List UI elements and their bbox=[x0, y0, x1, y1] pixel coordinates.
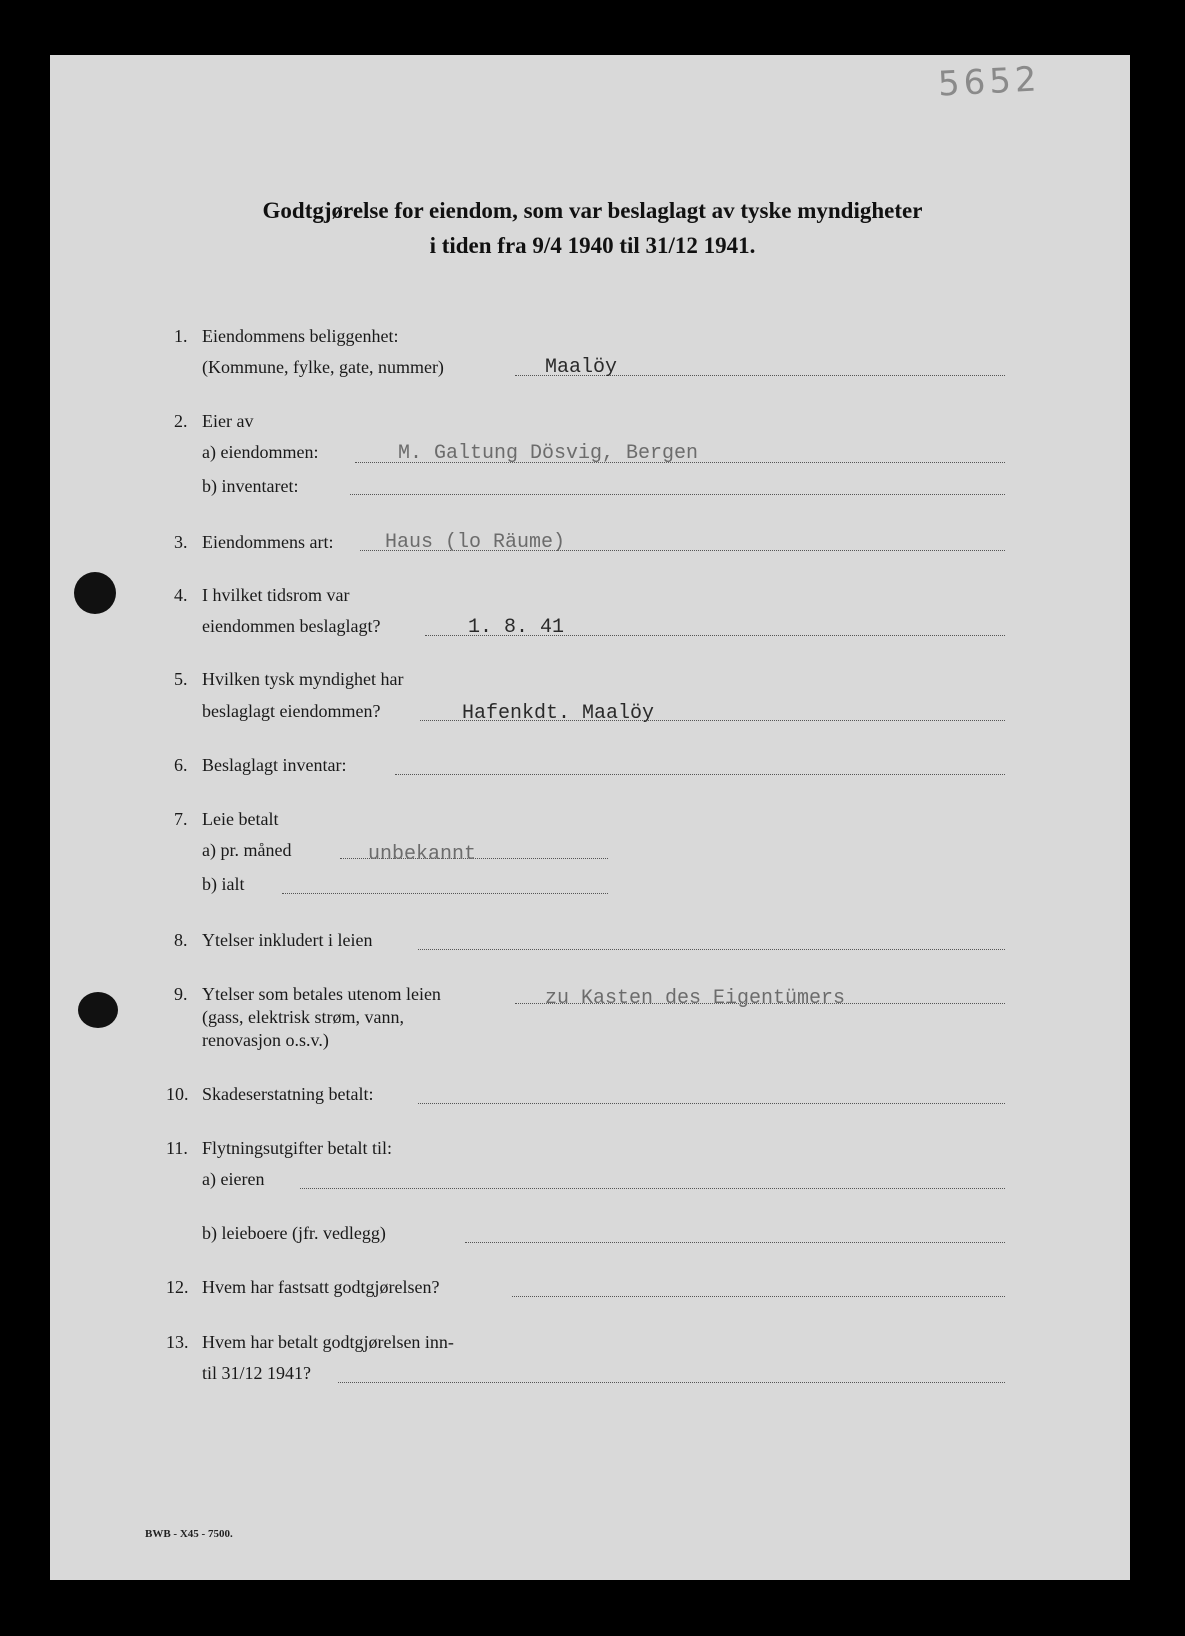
item-5-label: Hvilken tysk myndighet har bbox=[202, 669, 404, 689]
item-11-label: Flytningsutgifter betalt til: bbox=[202, 1138, 392, 1158]
item-4-answer: 1. 8. 41 bbox=[468, 616, 565, 639]
item-2b-label: b) inventaret: bbox=[202, 476, 299, 496]
item-2-number: 2. bbox=[174, 411, 188, 431]
item-1-number: 1. bbox=[174, 326, 188, 346]
item-5-sublabel: beslaglagt eiendommen? bbox=[202, 701, 381, 721]
item-2-label: Eier av bbox=[202, 411, 254, 431]
item-9-label: Ytelser som betales utenom leien bbox=[202, 984, 441, 1004]
item-12-answer-line bbox=[512, 1296, 1005, 1297]
item-3-answer: Haus (lo Räume) bbox=[385, 531, 566, 554]
item-6-number: 6. bbox=[174, 755, 188, 775]
item-10-number: 10. bbox=[166, 1084, 189, 1104]
item-11a-answer-line bbox=[300, 1188, 1005, 1189]
item-6-answer-line bbox=[395, 774, 1005, 775]
item-12-label: Hvem har fastsatt godtgjørelsen? bbox=[202, 1277, 440, 1297]
item-7a-answer: unbekannt bbox=[368, 843, 477, 866]
item-11a-label: a) eieren bbox=[202, 1169, 265, 1189]
item-1-sublabel: (Kommune, fylke, gate, nummer) bbox=[202, 357, 444, 377]
item-13-sublabel: til 31/12 1941? bbox=[202, 1363, 311, 1383]
item-1-label: Eiendommens beliggenhet: bbox=[202, 326, 399, 346]
item-4-sublabel: eiendommen beslaglagt? bbox=[202, 616, 381, 636]
punch-hole-top bbox=[74, 572, 116, 614]
item-3-number: 3. bbox=[174, 532, 188, 552]
title-line-1: Godtgjørelse for eiendom, som var beslaglagt av tyske myndigheter bbox=[262, 198, 923, 223]
item-9-sublabel-1: (gass, elektrisk strøm, vann, bbox=[202, 1007, 404, 1027]
punch-hole-bottom bbox=[78, 992, 118, 1028]
item-10-label: Skadeserstatning betalt: bbox=[202, 1084, 374, 1104]
item-2a-answer: M. Galtung Dösvig, Bergen bbox=[398, 442, 699, 465]
item-8-number: 8. bbox=[174, 930, 188, 950]
item-2b-answer-line bbox=[350, 494, 1005, 495]
item-7-number: 7. bbox=[174, 809, 188, 829]
item-2a-label: a) eiendommen: bbox=[202, 442, 319, 462]
item-13-answer-line bbox=[338, 1382, 1005, 1383]
item-6-label: Beslaglagt inventar: bbox=[202, 755, 347, 775]
item-5-answer: Hafenkdt. Maalöy bbox=[462, 702, 655, 725]
item-10-answer-line bbox=[418, 1103, 1005, 1104]
item-11b-answer-line bbox=[465, 1242, 1005, 1243]
item-8-label: Ytelser inkludert i leien bbox=[202, 930, 373, 950]
item-4-label: I hvilket tidsrom var bbox=[202, 585, 350, 605]
item-13-label: Hvem har betalt godtgjørelsen inn- bbox=[202, 1332, 454, 1352]
item-11-number: 11. bbox=[166, 1138, 188, 1158]
item-7-label: Leie betalt bbox=[202, 809, 279, 829]
item-5-number: 5. bbox=[174, 669, 188, 689]
item-7b-label: b) ialt bbox=[202, 874, 245, 894]
item-4-number: 4. bbox=[174, 585, 188, 605]
item-3-label: Eiendommens art: bbox=[202, 532, 334, 552]
item-12-number: 12. bbox=[166, 1277, 189, 1297]
form-title bbox=[0, 193, 1185, 263]
item-9-sublabel-2: renovasjon o.s.v.) bbox=[202, 1030, 329, 1050]
item-7b-answer-line bbox=[282, 893, 608, 894]
item-11b-label: b) leieboere (jfr. vedlegg) bbox=[202, 1223, 386, 1243]
title-line-2: i tiden fra 9/4 1940 til 31/12 1941. bbox=[429, 233, 756, 258]
item-13-number: 13. bbox=[166, 1332, 189, 1352]
item-9-number: 9. bbox=[174, 984, 188, 1004]
print-code: BWB - X45 - 7500. bbox=[145, 1528, 233, 1540]
item-1-answer: Maalöy bbox=[545, 356, 618, 379]
item-8-answer-line bbox=[418, 949, 1005, 950]
archive-number: 5652 bbox=[937, 59, 1042, 105]
item-7a-label: a) pr. måned bbox=[202, 840, 292, 860]
item-9-answer: zu Kasten des Eigentümers bbox=[545, 987, 846, 1010]
